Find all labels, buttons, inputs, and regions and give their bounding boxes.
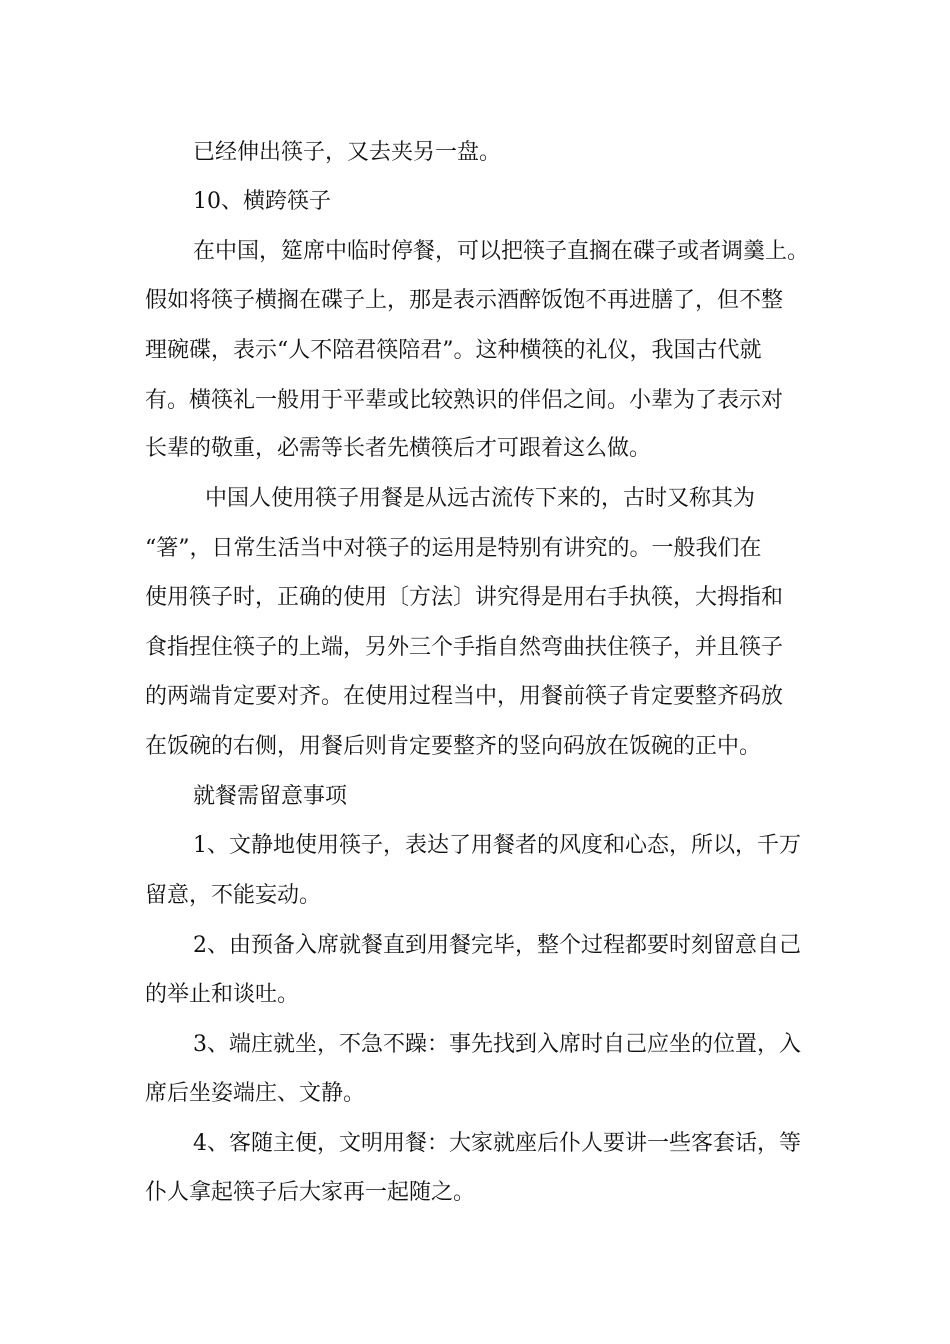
- text-line: 在中国，筵席中临时停餐，可以把筷子直搁在碟子或者调羹上。: [193, 239, 810, 264]
- text-line: 假如将筷子横搁在碟子上，那是表示酒醉饭饱不再进膳了，但不整: [145, 288, 784, 313]
- text-line: 仆人拿起筷子后大家再一起随之。: [145, 1180, 476, 1205]
- text-line: 长辈的敬重，必需等长者先横筷后才可跟着这么做。: [145, 436, 652, 461]
- text-line: 4、客随主便，文明用餐：大家就座后仆人要讲一些客套话，等: [193, 1131, 801, 1156]
- section-heading: 就餐需留意事项: [193, 784, 348, 809]
- text-line: 中国人使用筷子用餐是从远古流传下来的，古时又称其为: [205, 486, 756, 511]
- text-line: 1、文静地使用筷子，表达了用餐者的风度和心态，所以，千万: [193, 833, 801, 858]
- text-line: 留意，不能妄动。: [145, 883, 322, 908]
- text-line: 在饭碗的右侧，用餐后则肯定要整齐的竖向码放在饭碗的正中。: [145, 734, 762, 759]
- text-line: “箸”，日常生活当中对筷子的运用是特别有讲究的。一般我们在: [145, 536, 762, 561]
- text-line: 席后坐姿端庄、文静。: [145, 1081, 366, 1106]
- text-line: 的两端肯定要对齐。在使用过程当中，用餐前筷子肯定要整齐码放: [145, 684, 784, 709]
- text-line: 的举止和谈吐。: [145, 982, 300, 1007]
- text-line: 食指捏住筷子的上端，另外三个手指自然弯曲扶住筷子，并且筷子: [145, 635, 784, 660]
- text-line: 使用筷子时，正确的使用〔方法〕讲究得是用右手执筷，大拇指和: [145, 585, 784, 610]
- text-line: 已经伸出筷子，又去夹另一盘。: [193, 140, 502, 165]
- section-heading: 10、横跨筷子: [193, 189, 331, 214]
- text-line: 有。横筷礼一般用于平辈或比较熟识的伴侣之间。小辈为了表示对: [145, 388, 784, 413]
- text-line: 理碗碟，表示“人不陪君筷陪君”。这种横筷的礼仪，我国古代就: [145, 338, 762, 363]
- text-line: 2、由预备入席就餐直到用餐完毕，整个过程都要时刻留意自己: [193, 933, 801, 958]
- text-line: 3、端庄就坐，不急不躁：事先找到入席时自己应坐的位置，入: [193, 1032, 801, 1057]
